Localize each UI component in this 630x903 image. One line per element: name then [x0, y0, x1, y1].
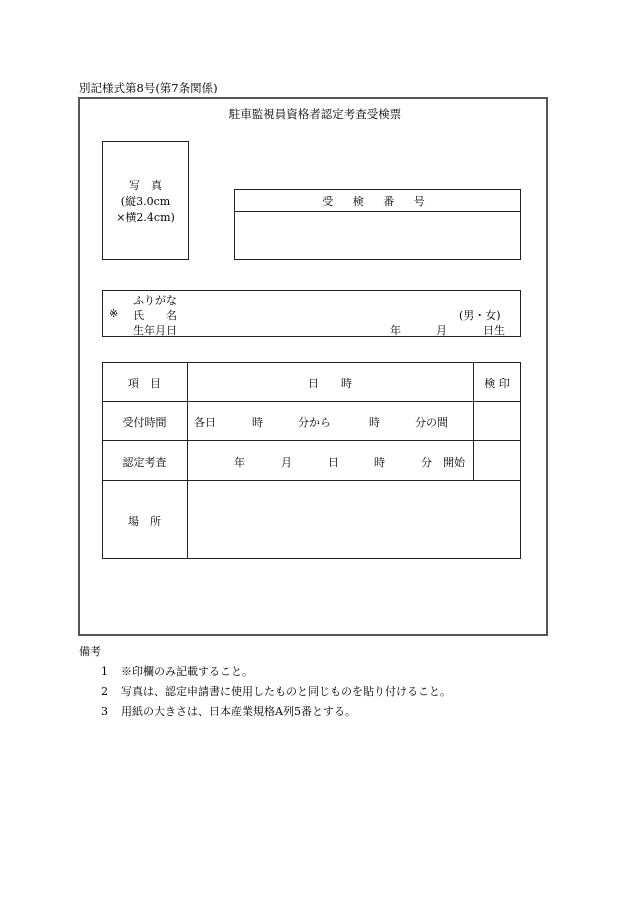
birth-day-label: 日生: [483, 324, 505, 337]
form-title: 駐車監視員資格者認定考査受検票: [228, 107, 402, 121]
column-header-item: 項 目: [128, 377, 161, 390]
note-item: [79, 662, 451, 682]
note-text: ※印欄のみ記載すること。: [121, 665, 253, 678]
reception-hour-label: 時: [369, 416, 380, 429]
note-number: 1: [101, 665, 108, 678]
reception-time-label: 受付時間: [122, 416, 167, 429]
exam-day-label: 日: [328, 456, 339, 469]
exam-number-label: 受 検 番 号: [322, 195, 433, 208]
exam-number-divider: [234, 211, 521, 212]
place-label: 場 所: [128, 515, 161, 528]
gender-label: (男・女): [459, 309, 501, 322]
note-text: 写真は、認定申請書に使用したものと同じものを貼り付けること。: [121, 685, 451, 698]
notes-heading: 備考: [79, 645, 101, 658]
reception-hour-label: 時: [252, 416, 263, 429]
table-row-divider: [102, 401, 521, 402]
column-header-stamp: 検 印: [484, 377, 510, 390]
reception-from-label: 分から: [298, 416, 331, 429]
table-row-divider: [102, 480, 521, 481]
note-number: 2: [101, 685, 108, 698]
birthdate-label: 生年月日: [133, 324, 177, 337]
exam-start-label: 開始: [443, 456, 465, 469]
birth-month-label: 月: [436, 324, 447, 337]
photo-instructions: [102, 178, 189, 226]
note-text: 用紙の大きさは、日本産業規格A列5番とする。: [121, 705, 356, 718]
reception-each-day: 各日: [194, 416, 216, 429]
applicant-mark: ※: [109, 307, 119, 320]
exam-year-label: 年: [234, 456, 245, 469]
table-col-divider: [187, 362, 188, 559]
photo-label: 写 真: [129, 179, 162, 192]
exam-month-label: 月: [281, 456, 292, 469]
column-header-datetime: 日 時: [308, 377, 352, 390]
note-item: [79, 682, 451, 702]
exam-minute-label: 分: [421, 456, 432, 469]
table-row-divider: [102, 440, 521, 441]
photo-size-line1: (縦3.0cm: [120, 195, 171, 208]
name-label: 氏 名: [133, 309, 177, 322]
furigana-label: ふりがな: [133, 294, 177, 307]
photo-size-line2: ×横2.4cm): [116, 211, 175, 224]
form-number-label: 別記様式第8号(第7条関係): [79, 81, 218, 95]
reception-until-label: 分の間: [415, 416, 448, 429]
exam-hour-label: 時: [374, 456, 385, 469]
exam-datetime-label: 認定考査: [122, 456, 167, 469]
notes-section: [79, 642, 451, 722]
birth-year-label: 年: [390, 324, 401, 337]
note-number: 3: [101, 705, 108, 718]
note-item: [79, 702, 451, 722]
